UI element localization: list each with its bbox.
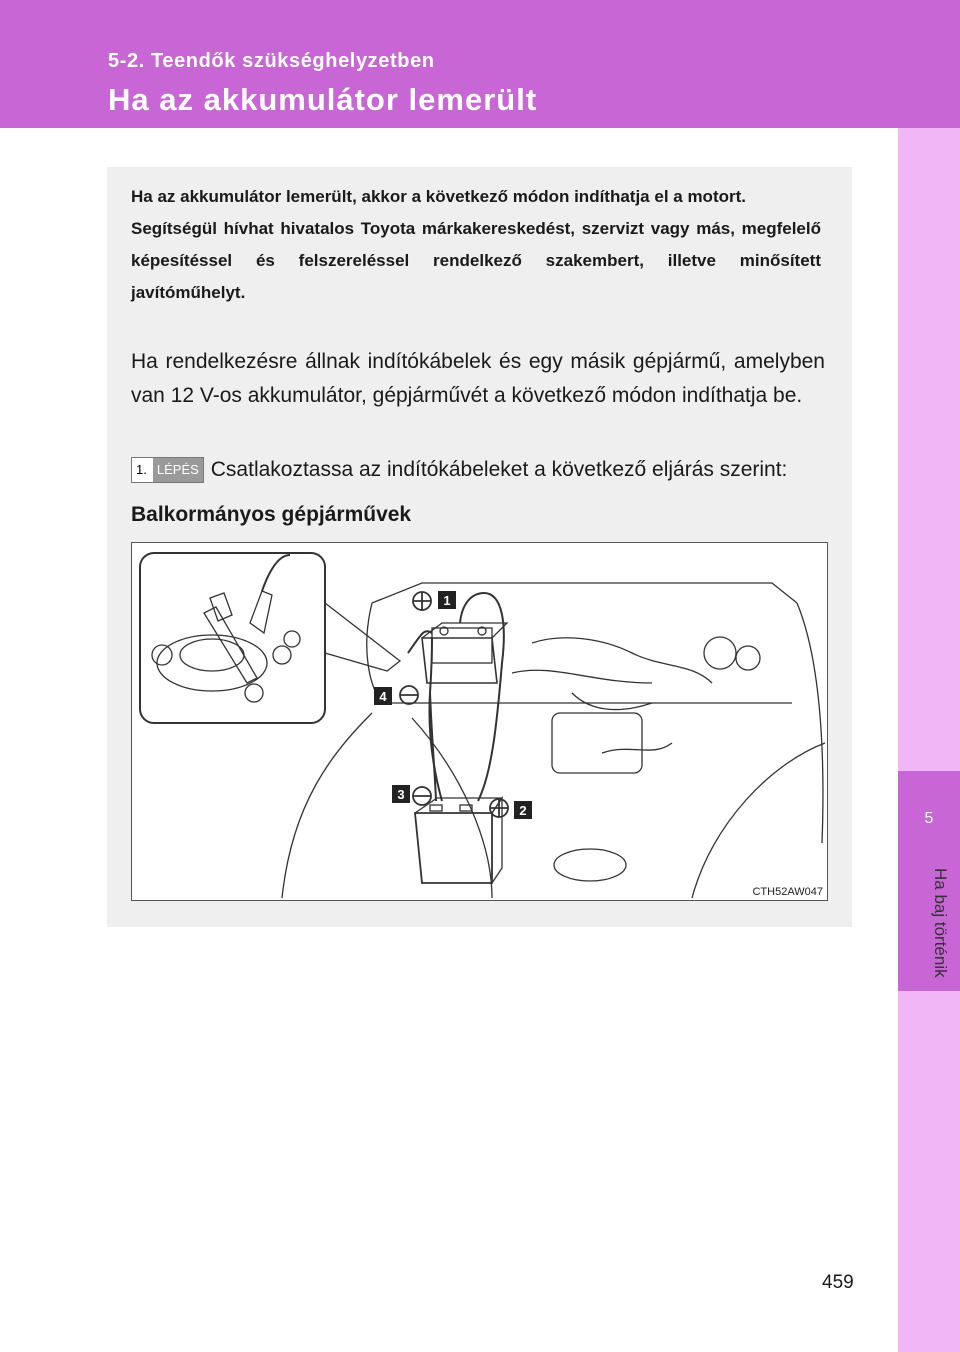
label-4: 4 <box>379 689 387 704</box>
jumper-cables <box>408 593 504 801</box>
step-badge <box>131 457 204 483</box>
ground-point-inset <box>140 553 400 723</box>
cable-order-labels <box>374 591 532 819</box>
step-number: 1. <box>132 458 153 482</box>
chapter-side-tab <box>898 128 960 1352</box>
page-title: Ha az akkumulátor lemerült <box>108 82 538 117</box>
intro-paragraph-1: Ha az akkumulátor lemerült, akkor a következő módon indíthatja el a motort. <box>131 187 746 206</box>
step-word: LÉPÉS <box>153 458 203 482</box>
chapter-number: 5 <box>924 810 934 827</box>
booster-battery <box>415 798 502 883</box>
intro-paragraph-2: Segítségül hívhat hivatalos Toyota márkakereskedést, szervizt vagy más, megfelelő képesítéssel és felszereléssel rendelkező szakembert, illetve minősített javítóműhelyt. <box>131 219 821 302</box>
polarity-symbols <box>400 592 508 817</box>
subheading: Balkormányos gépjárművek <box>131 503 412 526</box>
label-2: 2 <box>519 803 527 818</box>
engine-bay-drawing <box>132 543 827 900</box>
intro-block <box>131 181 821 309</box>
chapter-title: Ha baj történik <box>931 868 950 978</box>
engine-bay-outline <box>282 583 825 898</box>
label-1: 1 <box>443 593 451 608</box>
step-1 <box>131 457 831 483</box>
body-paragraph: Ha rendelkezésre állnak indítókábelek és egy másik gépjármű, amelyben van 12 V-os akkumulátor, gépjárművét a következő módon indíthatja be. <box>131 350 825 407</box>
page-header <box>0 0 960 128</box>
jump-start-illustration <box>131 542 828 901</box>
content-panel <box>107 167 852 927</box>
vehicle-battery <box>422 623 507 683</box>
section-label: 5-2. Teendők szükséghelyzetben <box>108 50 435 72</box>
figure-code: CTH52AW047 <box>752 886 823 898</box>
label-3: 3 <box>397 787 405 802</box>
step-text: Csatlakoztassa az indítókábeleket a következő eljárás szerint: <box>210 458 788 481</box>
page-number: 459 <box>822 1272 854 1293</box>
